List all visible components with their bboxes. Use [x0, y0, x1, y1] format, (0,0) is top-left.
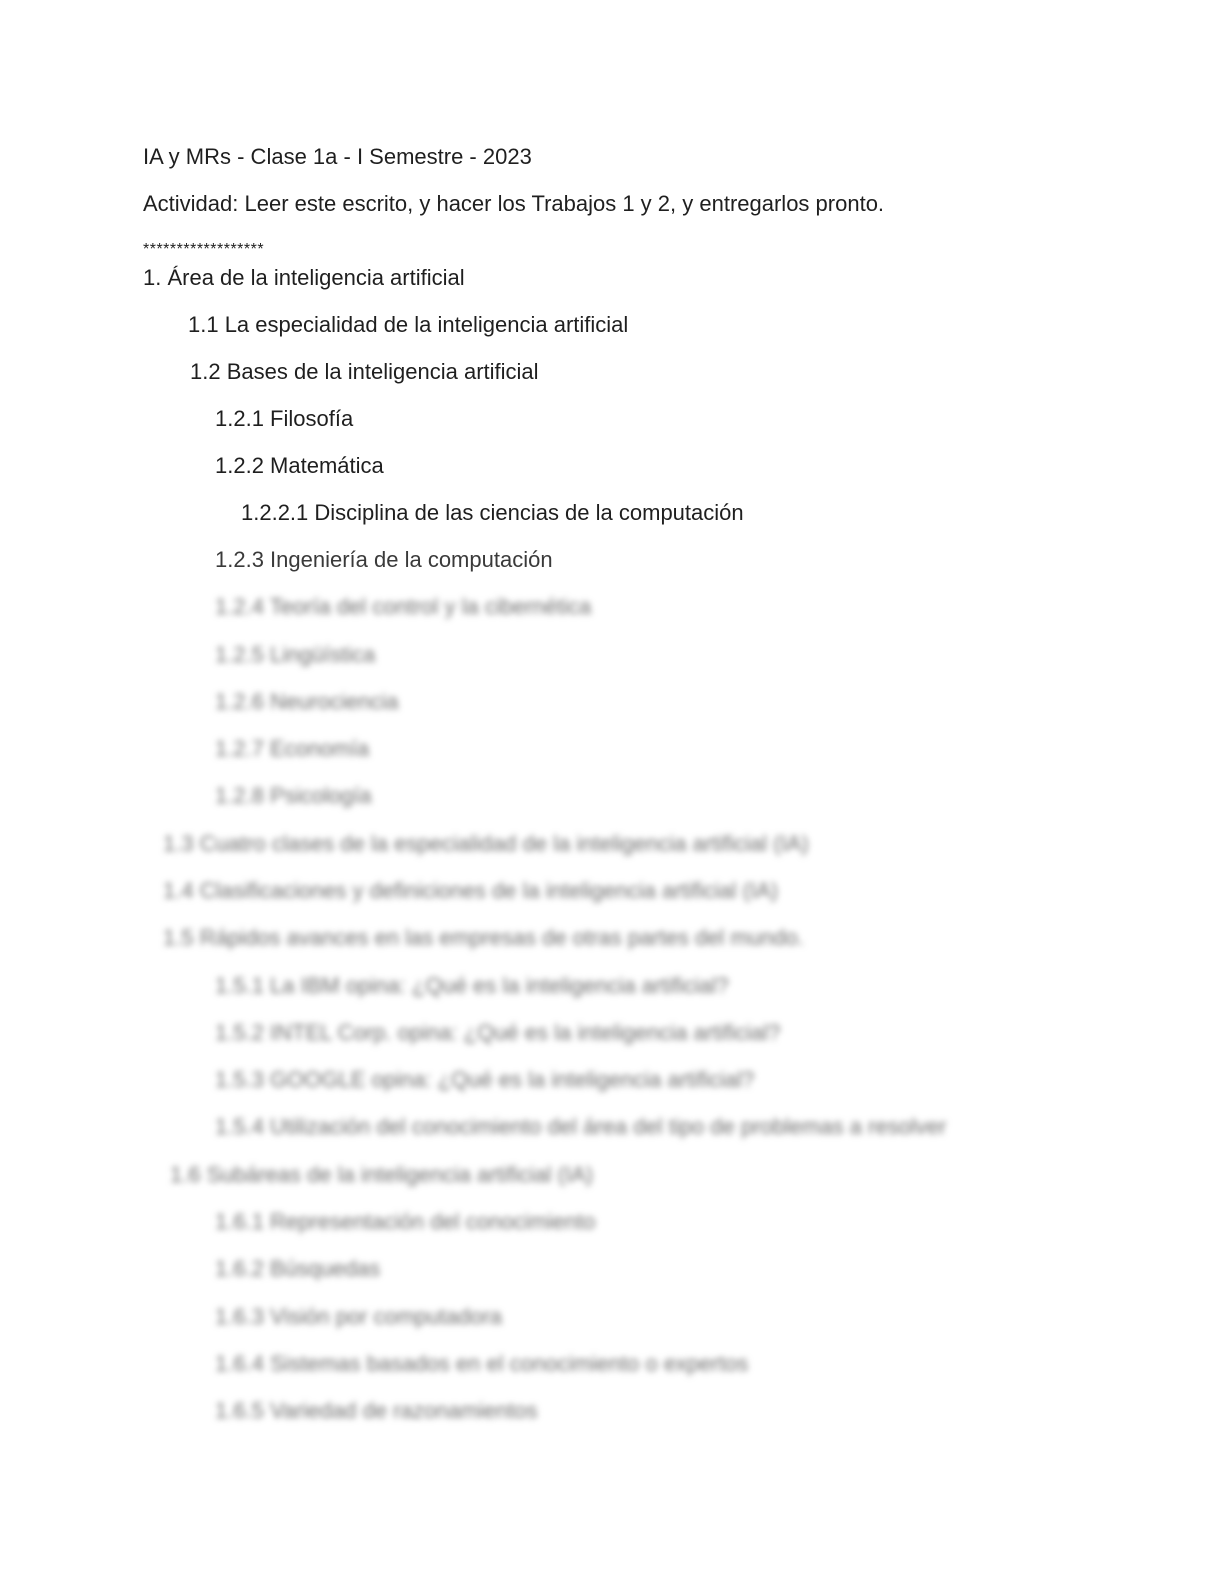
outline-item: 1.2.2.1 Disciplina de las ciencias de la computación — [241, 500, 744, 525]
outline-item-blurred: 1.6.5 Variedad de razonamientos — [215, 1398, 538, 1423]
outline-item-blurred: 1.5 Rápidos avances en las empresas de otras partes del mundo. — [163, 925, 804, 950]
outline-item-blurred: 1.2.5 Lingüística — [215, 642, 376, 667]
outline-item-blurred: 1.6.3 Visión por computadora — [215, 1304, 502, 1329]
outline-item-blurred: 1.2.8 Psicología — [215, 783, 372, 808]
outline-item-blurred: 1.4 Clasificaciones y definiciones de la inteligencia artificial (IA) — [163, 878, 779, 903]
outline-item: 1.2 Bases de la inteligencia artificial — [190, 359, 539, 384]
outline-item-blurred: 1.6.1 Representación del conocimiento — [215, 1209, 596, 1234]
outline-item: 1.2.1 Filosofía — [215, 406, 354, 431]
outline-item: 1.2.3 Ingeniería de la computación — [215, 547, 553, 572]
outline-item-blurred: 1.2.7 Economía — [215, 736, 370, 761]
outline-item-blurred: 1.5.1 La IBM opina: ¿Qué es la inteligencia artificial? — [215, 973, 729, 998]
outline-item-blurred: 1.3 Cuatro clases de la especialidad de la inteligencia artificial (IA) — [163, 831, 809, 856]
outline-item-blurred: 1.6 Subáreas de la inteligencia artificial (IA) — [170, 1162, 594, 1187]
document-title: IA y MRs - Clase 1a - I Semestre - 2023 — [143, 144, 532, 169]
outline-item: 1.1 La especialidad de la inteligencia artificial — [188, 312, 629, 337]
section-heading: 1. Área de la inteligencia artificial — [143, 265, 465, 290]
outline-item-blurred: 1.2.6 Neurociencia — [215, 689, 399, 714]
outline-item-blurred: 1.6.2 Búsquedas — [215, 1256, 381, 1281]
outline-item-blurred: 1.6.4 Sistemas basados en el conocimiento o expertos — [215, 1351, 749, 1376]
outline-item-blurred: 1.5.3 GOOGLE opina: ¿Qué es la inteligencia artificial? — [215, 1067, 755, 1092]
outline-item: 1.2.2 Matemática — [215, 453, 384, 478]
separator-line: ****************** — [143, 241, 265, 258]
outline-item-blurred: 1.5.4 Utilización del conocimiento del área del tipo de problemas a resolver — [215, 1114, 947, 1139]
outline-item-blurred: 1.2.4 Teoría del control y la cibernética — [215, 594, 592, 619]
outline-item-blurred: 1.5.2 INTEL Corp. opina: ¿Qué es la inteligencia artificial? — [215, 1020, 781, 1045]
activity-instructions: Actividad: Leer este escrito, y hacer los Trabajos 1 y 2, y entregarlos pronto. — [143, 191, 885, 216]
